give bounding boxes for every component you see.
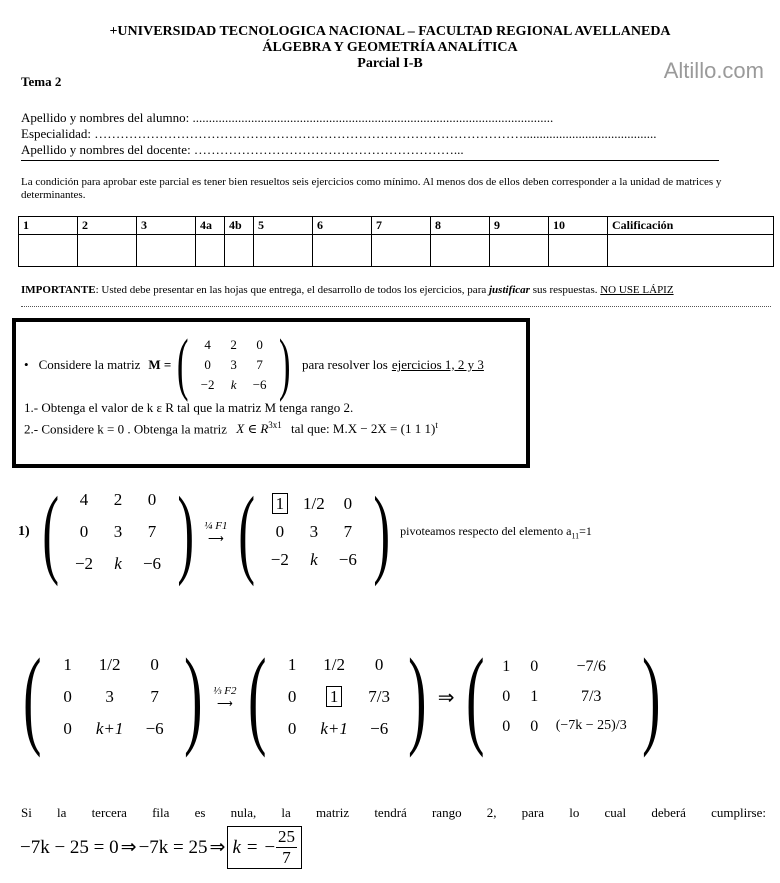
matrix-cell: 3 bbox=[105, 687, 114, 706]
condition-text: La condición para aprobar este parcial es tener bien resueltos seis ejercicios como mínimo. Al menos dos de ellos deben corresponder a la unidad de matrices y determinantes. bbox=[21, 176, 722, 201]
matrix-cell: 2 bbox=[230, 337, 237, 352]
grade-col: 9 bbox=[490, 217, 549, 235]
bullet: • bbox=[24, 357, 29, 372]
grade-col: 7 bbox=[372, 217, 431, 235]
teacher-field: Apellido y nombres del docente: ……………………………………………………... bbox=[21, 142, 464, 157]
result-box bbox=[227, 826, 302, 869]
implies-icon: ⇒ bbox=[437, 686, 455, 709]
matrix-cell: 0 bbox=[204, 357, 211, 372]
implies-icon: ⇒ bbox=[209, 837, 226, 858]
right-paren: ) bbox=[408, 636, 427, 758]
important-label: IMPORTANTE bbox=[21, 284, 96, 296]
left-paren: ( bbox=[42, 476, 59, 587]
matrix-cell: 1/2 bbox=[323, 655, 346, 674]
equation-1: −7k − 25 = 0 bbox=[20, 836, 119, 858]
matrix-cell: 7 bbox=[256, 357, 263, 372]
matrix-cell: 0 bbox=[256, 337, 263, 352]
matrix-cell: 7 bbox=[147, 522, 157, 541]
implies-icon: ⇒ bbox=[120, 837, 137, 858]
matrix-cell: 0 bbox=[63, 687, 72, 706]
grade-col: 8 bbox=[431, 217, 490, 235]
matrix-cell: 1/2 bbox=[302, 494, 325, 513]
matrix-cell: −6 bbox=[145, 719, 164, 738]
exercise-2-sup: 3x1 bbox=[268, 420, 282, 430]
matrix-name: M = bbox=[148, 357, 172, 372]
matrix-cell: 0 bbox=[147, 490, 157, 509]
grades-table bbox=[18, 216, 774, 267]
matrix-cell: 0 bbox=[275, 522, 285, 541]
matrix-cell: 1/2 bbox=[98, 655, 121, 674]
pivot-end: =1 bbox=[579, 523, 592, 538]
left-paren: ( bbox=[177, 326, 189, 403]
matrix-cell: 0 bbox=[374, 655, 384, 674]
exercise-2-transpose: t bbox=[435, 420, 438, 430]
pivot-cell: 1 bbox=[326, 686, 343, 707]
grades-header-row bbox=[19, 217, 774, 235]
left-paren: ( bbox=[237, 476, 255, 587]
matrix-M bbox=[195, 337, 273, 393]
grade-col: Calificación bbox=[608, 217, 774, 235]
no-pencil-note: NO USE LÁPIZ bbox=[600, 284, 674, 296]
row-op-arrow bbox=[204, 520, 227, 545]
matrix-cell: −7/6 bbox=[576, 658, 606, 675]
arrow-icon: ⟶ bbox=[208, 532, 224, 545]
pivot-note bbox=[400, 524, 592, 540]
arrow-icon: ⟶ bbox=[217, 697, 233, 710]
matrix-cell: 7 bbox=[343, 522, 353, 541]
important-emph: justificar bbox=[489, 284, 530, 296]
matrix-cell: 4 bbox=[204, 337, 211, 352]
pivot-text: pivoteamos respecto del elemento a bbox=[400, 523, 572, 538]
matrix-statement bbox=[24, 326, 484, 403]
matrix-cell: −2 bbox=[270, 550, 289, 569]
matrix-step1 bbox=[67, 490, 169, 574]
matrix-cell: k bbox=[310, 550, 318, 569]
final-equation bbox=[20, 826, 302, 869]
left-paren: ( bbox=[247, 636, 266, 758]
grade-col: 3 bbox=[137, 217, 196, 235]
pivot-cell: 1 bbox=[272, 493, 289, 514]
para-text: para resolver los bbox=[301, 357, 388, 372]
important-text2: sus respuestas. bbox=[529, 284, 601, 296]
solution-step-2 bbox=[14, 636, 670, 758]
divider bbox=[21, 160, 719, 161]
tema-label: Tema 2 bbox=[21, 74, 62, 89]
matrix-cell: 3 bbox=[230, 357, 237, 372]
pivot-subscript: 11 bbox=[571, 531, 580, 541]
equation-2: −7k = 25 bbox=[138, 836, 208, 858]
right-paren: ) bbox=[177, 476, 194, 587]
grade-col: 10 bbox=[549, 217, 608, 235]
right-paren: ) bbox=[278, 326, 291, 403]
matrix-cell: 0 bbox=[287, 687, 297, 706]
matrix-cell: 0 bbox=[287, 719, 297, 738]
matrix-cell: k bbox=[114, 554, 122, 573]
matrix-cell: −2 bbox=[74, 554, 94, 573]
considere-text: Considere la matriz bbox=[38, 357, 141, 372]
matrix-cell: 7/3 bbox=[580, 688, 602, 705]
right-paren: ) bbox=[373, 476, 390, 587]
solution-label: 1) bbox=[18, 524, 30, 539]
matrix-cell: 0 bbox=[150, 655, 159, 674]
matrix-cell: 0 bbox=[530, 658, 539, 675]
exercise-2-eq: tal que: M.X − 2X = (1 1 1) bbox=[291, 421, 436, 437]
result-numerator: 25 bbox=[278, 827, 296, 846]
header-university: +UNIVERSIDAD TECNOLOGICA NACIONAL – FACULTAD REGIONAL AVELLANEDA bbox=[109, 24, 671, 39]
exercise-2 bbox=[24, 420, 438, 437]
matrix-step5 bbox=[493, 658, 633, 736]
right-paren: ) bbox=[183, 636, 203, 758]
solution-step-1 bbox=[18, 476, 592, 587]
header-subject: ÁLGEBRA Y GEOMETRÍA ANALÍTICA bbox=[262, 40, 518, 55]
row-op-arrow bbox=[213, 685, 236, 710]
ejercicios-ref: ejercicios 1, 2 y 3 bbox=[391, 357, 484, 372]
matrix-cell: −2 bbox=[200, 377, 215, 392]
grades-empty-row bbox=[19, 235, 774, 267]
student-name-field: Apellido y nombres del alumno: ............................................................................................................... bbox=[21, 110, 554, 125]
matrix-cell: k+1 bbox=[95, 719, 124, 738]
matrix-cell: 0 bbox=[63, 719, 72, 738]
dotted-separator bbox=[21, 306, 771, 307]
matrix-cell: 2 bbox=[113, 490, 123, 509]
important-text: : Usted debe presentar en las hojas que entrega, el desarrollo de todos los ejercicios, para bbox=[95, 284, 489, 296]
matrix-step2 bbox=[263, 494, 365, 570]
matrix-cell: 7 bbox=[150, 687, 159, 706]
grade-col: 1 bbox=[19, 217, 78, 235]
exercise-1: 1.- Obtenga el valor de k ε R tal que la matriz M tenga rango 2. bbox=[24, 400, 354, 415]
matrix-cell: 0 bbox=[502, 718, 511, 735]
specialty-field: Especialidad: ………………………………………………………………………………………......................................... bbox=[21, 126, 657, 141]
matrix-cell: 1 bbox=[530, 688, 539, 705]
watermark-logo: Altillo.com bbox=[663, 58, 764, 83]
right-paren: ) bbox=[642, 636, 661, 758]
matrix-step3 bbox=[51, 655, 175, 739]
matrix-cell: 1 bbox=[287, 655, 297, 674]
result-denominator: 7 bbox=[282, 848, 291, 867]
matrix-cell: 1 bbox=[502, 658, 511, 675]
conclusion-text: Si la tercera fila es nula, la matriz tendrá rango 2, para lo cual deberá cumplirse: bbox=[21, 805, 766, 820]
matrix-cell: −6 bbox=[142, 554, 162, 573]
matrix-cell: 7/3 bbox=[368, 687, 391, 706]
grade-col: 4a bbox=[196, 217, 225, 235]
important-notice bbox=[21, 284, 771, 297]
result-fraction bbox=[276, 827, 297, 868]
matrix-cell: 0 bbox=[79, 522, 89, 541]
matrix-cell: 3 bbox=[309, 522, 319, 541]
grade-col: 6 bbox=[313, 217, 372, 235]
row-op-label: ⅓ F2 bbox=[213, 684, 237, 697]
matrix-cell: 4 bbox=[79, 490, 89, 509]
matrix-cell: 0 bbox=[502, 688, 511, 705]
matrix-cell: 1 bbox=[63, 655, 72, 674]
matrix-cell: −6 bbox=[370, 719, 389, 738]
matrix-cell: 0 bbox=[530, 718, 539, 735]
row-op-label: ¼ F1 bbox=[204, 519, 228, 532]
grade-col: 4b bbox=[225, 217, 254, 235]
left-paren: ( bbox=[465, 636, 485, 758]
matrix-cell: (−7k − 25)/3 bbox=[555, 718, 627, 733]
result-label: k = − bbox=[232, 836, 277, 858]
matrix-step4 bbox=[275, 655, 399, 739]
exercise-box bbox=[12, 318, 530, 468]
matrix-cell: k bbox=[230, 377, 237, 392]
grade-col: 5 bbox=[254, 217, 313, 235]
matrix-cell: −6 bbox=[252, 377, 267, 392]
matrix-cell: −6 bbox=[338, 550, 357, 569]
exercise-2-set: X ∈ R bbox=[236, 421, 269, 437]
matrix-cell: 3 bbox=[113, 522, 123, 541]
left-paren: ( bbox=[23, 636, 42, 758]
matrix-cell: 0 bbox=[343, 494, 353, 513]
header-exam: Parcial I-B bbox=[357, 56, 423, 71]
exercise-2-text: 2.- Considere k = 0 . Obtenga la matriz bbox=[24, 421, 227, 437]
matrix-cell: k+1 bbox=[320, 719, 348, 738]
grade-col: 2 bbox=[78, 217, 137, 235]
